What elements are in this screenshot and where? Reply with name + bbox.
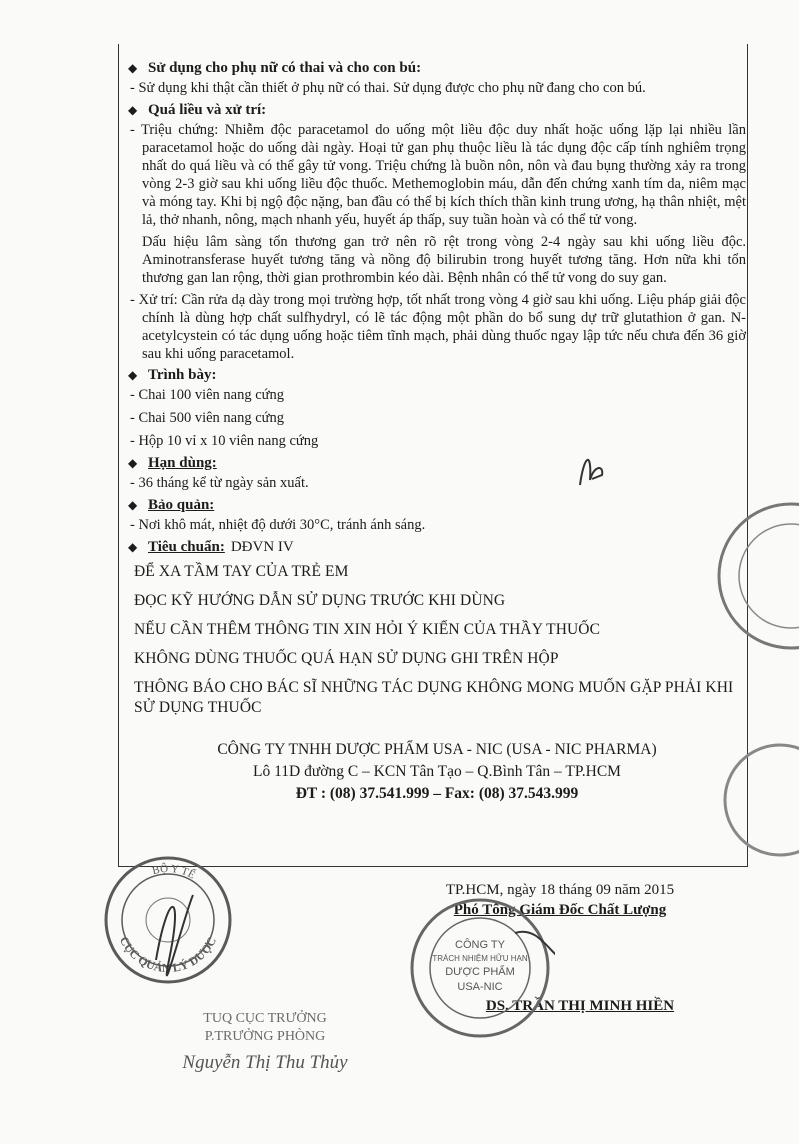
presentation-item: - Chai 500 viên nang cứng — [130, 410, 285, 426]
stamp-left-top: BỘ Y TẾ — [151, 862, 198, 882]
approval-line1: TUQ CỤC TRƯỞNG — [203, 1011, 327, 1026]
approval-signer: Nguyễn Thị Thu Thủy — [182, 1052, 348, 1073]
section-expiry-title: ◆ Hạn dùng: — [128, 455, 217, 471]
diamond-bullet-icon: ◆ — [128, 103, 138, 117]
section-presentation-title: ◆ Trình bày: — [128, 367, 217, 383]
overdose-signs: Dấu hiệu lâm sàng tổn thương gan trở nên rõ rệt trong vòng 2-4 ngày sau khi uống liều độc. Aminotransferase huyết tương tăng và nồng độ bilirubin trong huyết tương tăng. Hơn nữa khi tổn thương gan lan rộng, thời gian prothrombin kéo dài. Bệnh nhân có thể tử vong do suy gan. — [142, 234, 746, 286]
presentation-item: - Chai 100 viên nang cứng — [130, 387, 285, 403]
approval-line2: P.TRƯỞNG PHÒNG — [204, 1029, 326, 1044]
company-name: CÔNG TY TNHH DƯỢC PHẨM USA - NIC (USA - NIC PHARMA) — [217, 741, 657, 758]
stamp-right-l2: TRÁCH NHIỆM HỮU HẠN — [432, 954, 528, 963]
diamond-bullet-icon: ◆ — [128, 498, 138, 512]
storage-text: - Nơi khô mát, nhiệt độ dưới 30°C, tránh ánh sáng. — [130, 517, 426, 533]
warning-line: THÔNG BÁO CHO BÁC SĨ NHỮNG TÁC DỤNG KHÔNG MONG MUỐN GẶP PHẢI KHI SỬ DỤNG THUỐC — [134, 679, 734, 716]
warning-line: NẾU CẦN THÊM THÔNG TIN XIN HỎI Ý KIẾN CỦA THẦY THUỐC — [134, 621, 601, 638]
section-storage-title: ◆ Bảo quản: — [128, 497, 215, 513]
section-overdose-title: ◆ Quá liều và xử trí: — [128, 102, 267, 118]
edge-seal-stamp — [706, 486, 799, 666]
stamp-right-l4: USA-NIC — [457, 981, 503, 993]
stamp-left-bottom: CỤC QUẢN LÝ DƯỢC — [116, 934, 219, 976]
presentation-item: - Hộp 10 vỉ x 10 viên nang cứng — [130, 433, 319, 449]
warning-line: ĐỂ XA TẦM TAY CỦA TRẺ EM — [134, 563, 349, 580]
diamond-bullet-icon: ◆ — [128, 456, 138, 470]
diamond-bullet-icon: ◆ — [128, 368, 138, 382]
signature-position: Phó Tổng Giám Đốc Chất Lượng — [453, 902, 667, 918]
overdose-treatment: - Xử trí: Cần rửa dạ dày trong mọi trường hợp, tốt nhất trong vòng 4 giờ sau khi uống. Liệu pháp giải độc chính là dùng hợp chất sulfhydryl, có lẽ tác động một phần do bổ sung dự trữ glutathion ở gan. N- acetylcystein có tác dụng uống hoặc tiêm tĩnh mạch, phải dùng thuốc ngay lập tức nếu chưa đến 36 giờ sau khi uống paracetamol. — [130, 292, 746, 362]
signature-date: TP.HCM, ngày 18 tháng 09 năm 2015 — [445, 882, 675, 898]
warning-line: ĐỌC KỸ HƯỚNG DẪN SỬ DỤNG TRƯỚC KHI DÙNG — [134, 592, 506, 609]
company-seal-stamp — [405, 893, 555, 1043]
overdose-symptoms: - Triệu chứng: Nhiễm độc paracetamol do uống một liều độc duy nhất hoặc uống lặp lại nhiều lần paracetamol hoặc do uống dài ngày. Hoại tử gan phụ thuộc liều là tác dụng độc cấp tính nghiêm trọng nhất do quá liều và có thể gây tử vong. Triệu chứng là buồn nôn, nôn và đau bụng thường xảy ra trong vòng 2-3 giờ sau khi uống liều độc thuốc. Methemoglobin máu, dẫn đến chứng xanh tím da, niêm mạc và móng tay. Khi bị ngộ độc nặng, ban đầu có thể bị kích thích thần kinh trung ương, hạ thân nhiệt, mệt lả, thở nhanh, nông, mạch nhanh yếu, huyết áp thấp, suy tuần hoàn và có thể tử vong. — [130, 122, 746, 228]
edge-seal-stamp-lower — [710, 740, 799, 860]
stamp-right-l3: DƯỢC PHẨM — [445, 966, 515, 978]
company-address: Lô 11D đường C – KCN Tân Tạo – Q.Bình Tân – TP.HCM — [253, 763, 621, 780]
ministry-seal-stamp — [98, 850, 238, 990]
signature-name: DS. TRẦN THỊ MINH HIỀN — [485, 998, 675, 1014]
approval-block — [165, 1010, 365, 1072]
section-pregnancy-title: ◆ Sử dụng cho phụ nữ có thai và cho con bú: — [128, 60, 422, 76]
warning-line: KHÔNG DÙNG THUỐC QUÁ HẠN SỬ DỤNG GHI TRÊN HỘP — [134, 650, 559, 667]
leaflet-body — [128, 60, 746, 805]
diamond-bullet-icon: ◆ — [128, 61, 138, 75]
initial-mark-icon — [572, 445, 612, 495]
diamond-bullet-icon: ◆ — [128, 540, 138, 554]
expiry-text: - 36 tháng kể từ ngày sản xuất. — [130, 475, 309, 491]
section-standard-title: ◆ Tiêu chuẩn: DĐVN IV — [128, 539, 294, 555]
svg-text:BỘ Y TẾ — [151, 863, 198, 882]
stamp-right-l1: CÔNG TY — [455, 939, 505, 951]
company-phone: ĐT : (08) 37.541.999 – Fax: (08) 37.543.999 — [295, 785, 579, 802]
pregnancy-text: - Sử dụng khi thật cần thiết ở phụ nữ có thai. Sử dụng được cho phụ nữ đang cho con bú. — [130, 80, 646, 96]
standard-value: DĐVN IV — [230, 539, 294, 555]
